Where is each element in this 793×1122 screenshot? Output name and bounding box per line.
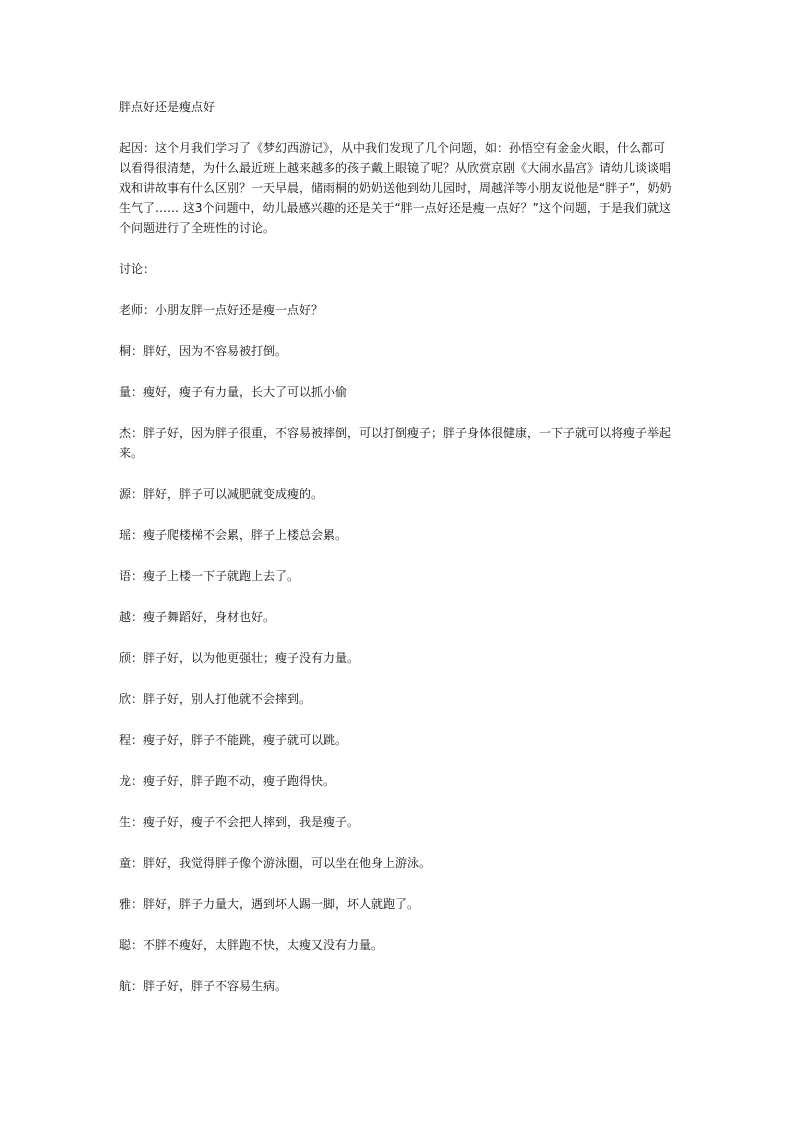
discussion-line: 桐：胖好，因为不容易被打倒。 xyxy=(119,344,288,358)
discussion-line: 语：瘦子上楼一下子就跑上去了。 xyxy=(119,569,300,583)
discussion-line: 欣：胖子好，别人打他就不会摔到。 xyxy=(119,692,312,706)
discussion-line: 童：胖好，我觉得胖子像个游泳圈，可以坐在他身上游泳。 xyxy=(119,856,432,870)
discussion-line: 颀：胖子好，以为他更强壮；瘦子没有力量。 xyxy=(119,651,360,665)
discussion-list xyxy=(119,300,675,996)
discussion-line: 聪：不胖不瘦好，太胖跑不快，太瘦又没有力量。 xyxy=(119,938,384,952)
document-body xyxy=(119,97,675,1017)
intro-paragraph: 起因：这个月我们学习了《梦幻西游记》，从中我们发现了几个问题，如：孙悟空有金金火眼，什么都可以看得很清楚，为什么最近班上越来越多的孩子戴上眼镜了呢？从欣赏京剧《大闹水晶宫》请幼儿谈谈唱戏和讲故事有什么区别？一天早晨，储雨桐的奶奶送他到幼儿园时，周越洋等小朋友说他是“胖子”，奶奶生气了…… 这3个问题中，幼儿最感兴趣的还是关于“胖一点好还是瘦一点好？”这个问题，于是我们就这个问题进行了全班性的讨论。 xyxy=(119,141,672,235)
discussion-line: 雅：胖好，胖子力量大，遇到坏人踢一脚，坏人就跑了。 xyxy=(119,897,420,911)
discussion-line: 杰：胖子好，因为胖子很重，不容易被摔倒，可以打倒瘦子；胖子身体很健康，一下子就可以将瘦子举起来。 xyxy=(119,426,672,460)
discussion-line: 航：胖子好，胖子不容易生病。 xyxy=(119,979,288,993)
discussion-line: 源：胖好，胖子可以减肥就变成瘦的。 xyxy=(119,487,324,501)
discussion-line: 龙：瘦子好，胖子跑不动，瘦子跑得快。 xyxy=(119,774,336,788)
discussion-line: 瑶：瘦子爬楼梯不会累，胖子上楼总会累。 xyxy=(119,528,348,542)
discussion-line: 量：瘦好，瘦子有力量，长大了可以抓小偷 xyxy=(119,385,348,399)
discussion-line: 程：瘦子好，胖子不能跳，瘦子就可以跳。 xyxy=(119,733,348,747)
discussion-line: 生：瘦子好，瘦子不会把人摔到，我是瘦子。 xyxy=(119,815,360,829)
discussion-label: 讨论： xyxy=(119,262,156,276)
discussion-line: 老师：小朋友胖一点好还是瘦一点好？ xyxy=(119,303,324,317)
document-title: 胖点好还是瘦点好 xyxy=(119,100,216,114)
discussion-line: 越：瘦子舞蹈好，身材也好。 xyxy=(119,610,276,624)
